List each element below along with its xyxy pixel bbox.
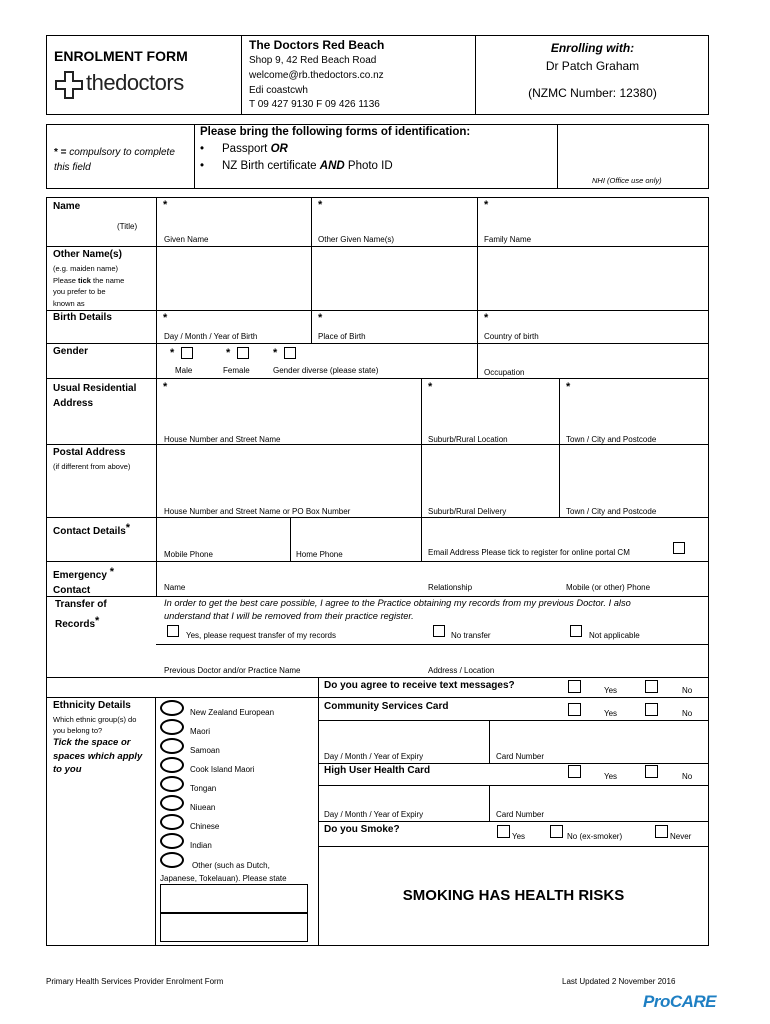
male-label: Male <box>175 366 193 375</box>
postal-street-field[interactable] <box>157 445 420 505</box>
note-line: you prefer to be <box>53 287 106 296</box>
other-name-field-3[interactable] <box>478 247 708 309</box>
ethnicity-option-circle[interactable] <box>160 719 184 735</box>
footer-left: Primary Health Services Provider Enrolment Form <box>46 977 224 986</box>
csc-no-checkbox[interactable] <box>645 703 658 716</box>
gender-diverse-label: Gender diverse (please state) <box>273 366 379 375</box>
town-label: Town / City and Postcode <box>566 435 657 444</box>
emergency-name-label: Name <box>164 583 186 592</box>
not-applicable-label: Not applicable <box>589 631 640 640</box>
residential-suburb-field[interactable] <box>422 394 558 434</box>
compulsory-star: * = <box>54 147 67 158</box>
footer-right: Last Updated 2 November 2016 <box>562 977 676 986</box>
photo-id-text: Photo ID <box>344 160 393 172</box>
consent-line: understand that I will be removed from their practice register. <box>164 611 414 621</box>
ethnicity-option-label: Niuean <box>190 803 216 812</box>
id-item-birthcert <box>200 160 393 172</box>
ethnicity-option-label: Indian <box>190 841 212 850</box>
enrolling-label: Enrolling with: <box>550 41 635 55</box>
residential-label-line: Usual Residential <box>53 383 137 394</box>
given-name-label: Given Name <box>164 235 209 244</box>
postal-label: Postal Address <box>53 447 126 458</box>
divider <box>194 124 195 189</box>
birthcert-text: NZ Birth certificate <box>222 160 320 172</box>
note-line: known as <box>53 298 85 308</box>
transfer-label-line: Transfer of <box>55 599 107 610</box>
email-label: Email Address Please tick to register for online portal CM <box>428 548 630 557</box>
ethnicity-option-label: Chinese <box>190 822 220 831</box>
female-label: Female <box>223 366 250 375</box>
smoke-yes-label: Yes <box>512 832 526 841</box>
form-title: ENROLMENT FORM <box>54 48 188 64</box>
other-line: Other (such as Dutch, <box>192 861 270 870</box>
title-label: (Title) <box>117 222 138 231</box>
required-star: * <box>428 381 433 393</box>
smoke-ex-checkbox[interactable] <box>550 825 563 838</box>
smoke-question: Do you Smoke? <box>324 824 400 835</box>
occupation-field[interactable] <box>478 344 708 366</box>
gender-diverse-checkbox[interactable] <box>284 347 296 359</box>
cross-logo-icon <box>54 70 84 100</box>
ethnicity-option-label: Maori <box>190 727 211 736</box>
postal-town-label: Town / City and Postcode <box>566 507 657 516</box>
question-line: you belong to? <box>53 726 103 735</box>
instruction-line: to you <box>53 764 82 775</box>
huhc-no-checkbox[interactable] <box>645 765 658 778</box>
csc-no-label: No <box>682 709 693 718</box>
csc-yes-checkbox[interactable] <box>568 703 581 716</box>
not-applicable-checkbox[interactable] <box>570 625 582 637</box>
ethnicity-option-label: New Zealand European <box>190 708 275 717</box>
emergency-phone-label: Mobile (or other) Phone <box>566 583 651 592</box>
clinic-email: welcome@rb.thedoctors.co.nz <box>249 70 384 81</box>
huhc-card-number-label: Card Number <box>496 810 545 819</box>
divider <box>241 35 242 115</box>
csc-yes-label: Yes <box>604 709 618 718</box>
female-checkbox[interactable] <box>237 347 249 359</box>
ethnicity-option-circle[interactable] <box>160 738 184 754</box>
required-star: * <box>226 347 231 359</box>
smoke-never-checkbox[interactable] <box>655 825 668 838</box>
other-ethnicity-field-2[interactable] <box>160 913 308 942</box>
id-title: Please bring the following forms of identification: <box>200 126 471 138</box>
divider <box>557 124 558 189</box>
other-name-field-1[interactable] <box>157 247 310 309</box>
previous-doctor-label: Previous Doctor and/or Practice Name <box>164 666 301 675</box>
no-transfer-checkbox[interactable] <box>433 625 445 637</box>
mobile-phone-label: Mobile Phone <box>164 550 213 559</box>
text-no-checkbox[interactable] <box>645 680 658 693</box>
postal-suburb-field[interactable] <box>422 445 558 505</box>
dob-field[interactable] <box>157 311 310 331</box>
ethnicity-question <box>53 714 136 736</box>
other-names-note <box>53 263 124 309</box>
email-field[interactable] <box>422 518 708 544</box>
birth-details-label: Birth Details <box>53 312 112 323</box>
home-phone-label: Home Phone <box>296 550 343 559</box>
required-star: * <box>318 312 323 324</box>
ethnicity-option-circle[interactable] <box>160 833 184 849</box>
other-name-field-2[interactable] <box>312 247 476 309</box>
residential-street-field[interactable] <box>157 394 420 434</box>
note-line: Please tick the name <box>53 275 125 285</box>
ethnicity-option-label: Cook Island Maori <box>190 765 255 774</box>
consent-line: In order to get the best care possible, I agree to the Practice obtaining my records from my previous Doctor. I also <box>164 598 631 608</box>
text-messages-question: Do you agree to receive text messages? <box>324 680 515 691</box>
other-given-field[interactable] <box>312 212 476 234</box>
required-star: * <box>484 312 489 324</box>
ethnicity-option-circle[interactable] <box>160 776 184 792</box>
other-names-label: Other Name(s) <box>53 249 122 260</box>
required-star: * <box>318 199 323 211</box>
and-text: AND <box>319 160 345 172</box>
csc-question: Community Services Card <box>324 701 449 712</box>
transfer-label <box>55 597 107 633</box>
place-of-birth-label: Place of Birth <box>318 332 366 341</box>
required-star: * <box>125 522 131 534</box>
name-label: Name <box>53 201 81 212</box>
relationship-label: Relationship <box>428 583 473 592</box>
gender-label: Gender <box>53 346 89 357</box>
emergency-label-line: Contact <box>53 585 91 596</box>
emergency-label-line: Emergency * <box>53 566 114 581</box>
text-yes-label: Yes <box>604 686 618 695</box>
postal-house-label: House Number and Street Name or PO Box Number <box>164 507 351 516</box>
huhc-question: High User Health Card <box>324 765 431 776</box>
family-name-field[interactable] <box>478 212 708 234</box>
required-star: * <box>273 347 278 359</box>
required-star: * <box>170 347 175 359</box>
nhi-label: NHI (Office use only) <box>592 176 662 185</box>
emergency-label <box>53 565 114 598</box>
clinic-phone: T 09 427 9130 F 09 426 1136 <box>249 99 380 110</box>
csc-expiry-label: Day / Month / Year of Expiry <box>324 752 424 761</box>
text-yes-checkbox[interactable] <box>568 680 581 693</box>
residential-town-field[interactable] <box>560 394 708 434</box>
smoke-ex-label: No (ex-smoker) <box>567 832 623 841</box>
clinic-address: Shop 9, 42 Red Beach Road <box>249 55 377 66</box>
male-checkbox[interactable] <box>181 347 193 359</box>
suburb-label: Suburb/Rural Location <box>428 435 508 444</box>
required-star: * <box>566 381 571 393</box>
other-given-label: Other Given Name(s) <box>318 235 395 244</box>
logo-text: thedoctors <box>86 70 184 95</box>
country-of-birth-field[interactable] <box>478 311 708 331</box>
occupation-label: Occupation <box>484 368 525 377</box>
ethnicity-option-circle[interactable] <box>160 700 184 716</box>
other-line: Japanese, Tokelauan). Please state <box>160 874 287 883</box>
house-street-label: House Number and Street Name <box>164 435 281 444</box>
ethnicity-option-label: Samoan <box>190 746 220 755</box>
clinic-contact: Edi coastcwh <box>249 85 308 96</box>
contact-label <box>53 522 130 537</box>
clinic-name: The Doctors Red Beach <box>249 38 385 52</box>
instruction-line: Tick the space or <box>53 737 131 748</box>
home-phone-field[interactable] <box>291 518 420 548</box>
procare-logo: ProCARE <box>643 992 717 1011</box>
csc-card-number-label: Card Number <box>496 752 545 761</box>
compulsory-text: compulsory to complete this field <box>54 147 175 173</box>
previous-address-label: Address / Location <box>428 666 495 675</box>
or-text: OR <box>270 143 288 155</box>
previous-doctor-field[interactable] <box>157 645 420 665</box>
required-star: * <box>163 199 168 211</box>
family-name-label: Family Name <box>484 235 532 244</box>
other-ethnicity-field-1[interactable] <box>160 884 308 913</box>
bullet: • <box>200 160 205 172</box>
ethnicity-option-circle[interactable] <box>160 757 184 773</box>
instruction-line: spaces which apply <box>53 750 143 762</box>
ethnicity-label: Ethnicity Details <box>53 700 131 711</box>
country-of-birth-label: Country of birth <box>484 332 539 341</box>
required-star: * <box>484 199 489 211</box>
required-star: * <box>163 381 168 393</box>
place-of-birth-field[interactable] <box>312 311 476 331</box>
transfer-yes-label: Yes, please request transfer of my records <box>186 631 336 640</box>
passport-text: Passport <box>222 143 271 155</box>
no-transfer-label: No transfer <box>451 631 491 640</box>
other-ethnicity-label <box>160 859 287 885</box>
given-name-field[interactable] <box>157 212 310 234</box>
residential-label <box>53 381 136 411</box>
huhc-expiry-label: Day / Month / Year of Expiry <box>324 810 424 819</box>
transfer-consent-text <box>164 597 631 623</box>
huhc-yes-checkbox[interactable] <box>568 765 581 778</box>
bullet: • <box>200 143 205 155</box>
mobile-phone-field[interactable] <box>157 518 289 548</box>
ethnicity-option-circle[interactable] <box>160 795 184 811</box>
emergency-name-field[interactable] <box>157 562 420 582</box>
ethnicity-option-label: Tongan <box>190 784 217 793</box>
postal-suburb-label: Suburb/Rural Delivery <box>428 507 507 516</box>
compulsory-note <box>54 145 189 175</box>
id-item-passport <box>200 143 288 155</box>
nzmc-number: (NZMC Number: 12380) <box>528 86 657 100</box>
postal-note: (if different from above) <box>53 462 131 471</box>
transfer-yes-checkbox[interactable] <box>167 625 179 637</box>
smoke-never-label: Never <box>670 832 692 841</box>
dob-label: Day / Month / Year of Birth <box>164 332 258 341</box>
doctor-name: Dr Patch Graham <box>545 59 640 73</box>
postal-town-field[interactable] <box>560 445 708 505</box>
text-no-label: No <box>682 686 693 695</box>
transfer-label-line: Records* <box>55 615 100 630</box>
huhc-yes-label: Yes <box>604 772 618 781</box>
question-line: Which ethnic group(s) do <box>53 715 137 724</box>
huhc-no-label: No <box>682 772 693 781</box>
ethnicity-instruction <box>53 736 142 777</box>
required-star: * <box>163 312 168 324</box>
smoke-yes-checkbox[interactable] <box>497 825 510 838</box>
smoking-warning: SMOKING HAS HEALTH RISKS <box>402 887 625 904</box>
contact-label-text: Contact Details <box>53 526 126 537</box>
residential-label-line: Address <box>53 398 94 409</box>
ethnicity-option-circle[interactable] <box>160 814 184 830</box>
note-line: (e.g. maiden name) <box>53 264 119 273</box>
